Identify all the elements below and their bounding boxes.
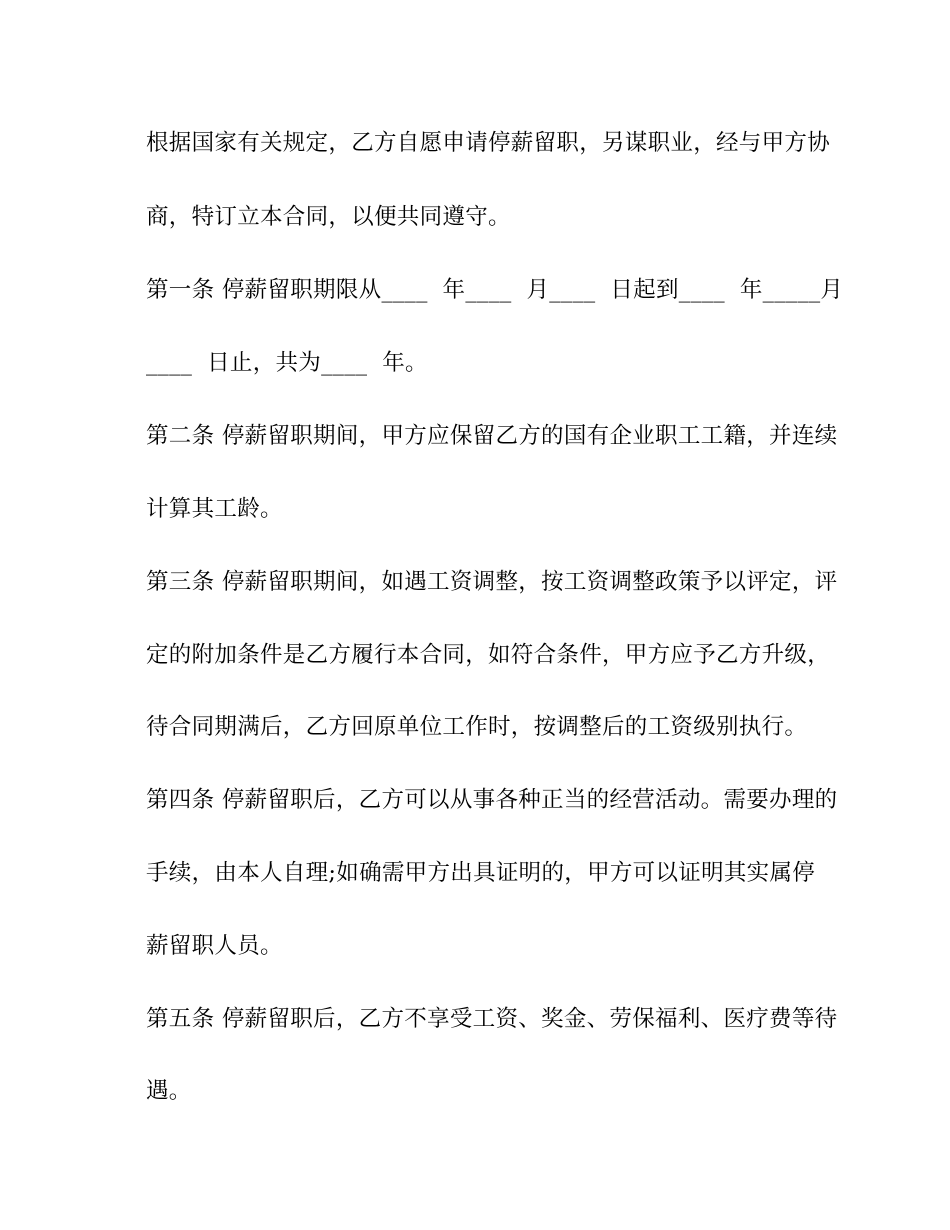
article-1-line-2: ____ 日止，共为____ 年。 — [146, 350, 428, 376]
article-5-line-1: 第五条 停薪留职后，乙方不享受工资、奖金、劳保福利、医疗费等待 — [146, 1006, 838, 1032]
paragraph-line-2: 商，特订立本合同，以便共同遵守。 — [146, 204, 511, 230]
article-3-line-3: 待合同期满后，乙方回原单位工作时，按调整后的工资级别执行。 — [146, 714, 808, 740]
article-2-line-1: 第二条 停薪留职期间，甲方应保留乙方的国有企业职工工籍，并连续 — [146, 423, 838, 449]
article-4-line-1: 第四条 停薪留职后，乙方可以从事各种正当的经营活动。需要办理的 — [146, 787, 838, 813]
article-3-line-2: 定的附加条件是乙方履行本合同，如符合条件，甲方应予乙方升级， — [146, 642, 831, 668]
article-4-line-2: 手续，由本人自理;如确需甲方出具证明的，甲方可以证明其实属停 — [146, 860, 816, 886]
article-4-line-3: 薪留职人员。 — [146, 933, 283, 959]
article-5-line-2: 遇。 — [146, 1078, 192, 1104]
article-3-line-1: 第三条 停薪留职期间，如遇工资调整，按工资调整政策予以评定，评 — [146, 569, 838, 595]
article-2-line-2: 计算其工龄。 — [146, 496, 283, 522]
paragraph-line-1: 根据国家有关规定，乙方自愿申请停薪留职，另谋职业，经与甲方协 — [146, 130, 831, 156]
article-1-line-1: 第一条 停薪留职期限从____ 年____ 月____ 日起到____ 年_____月 — [146, 277, 844, 303]
